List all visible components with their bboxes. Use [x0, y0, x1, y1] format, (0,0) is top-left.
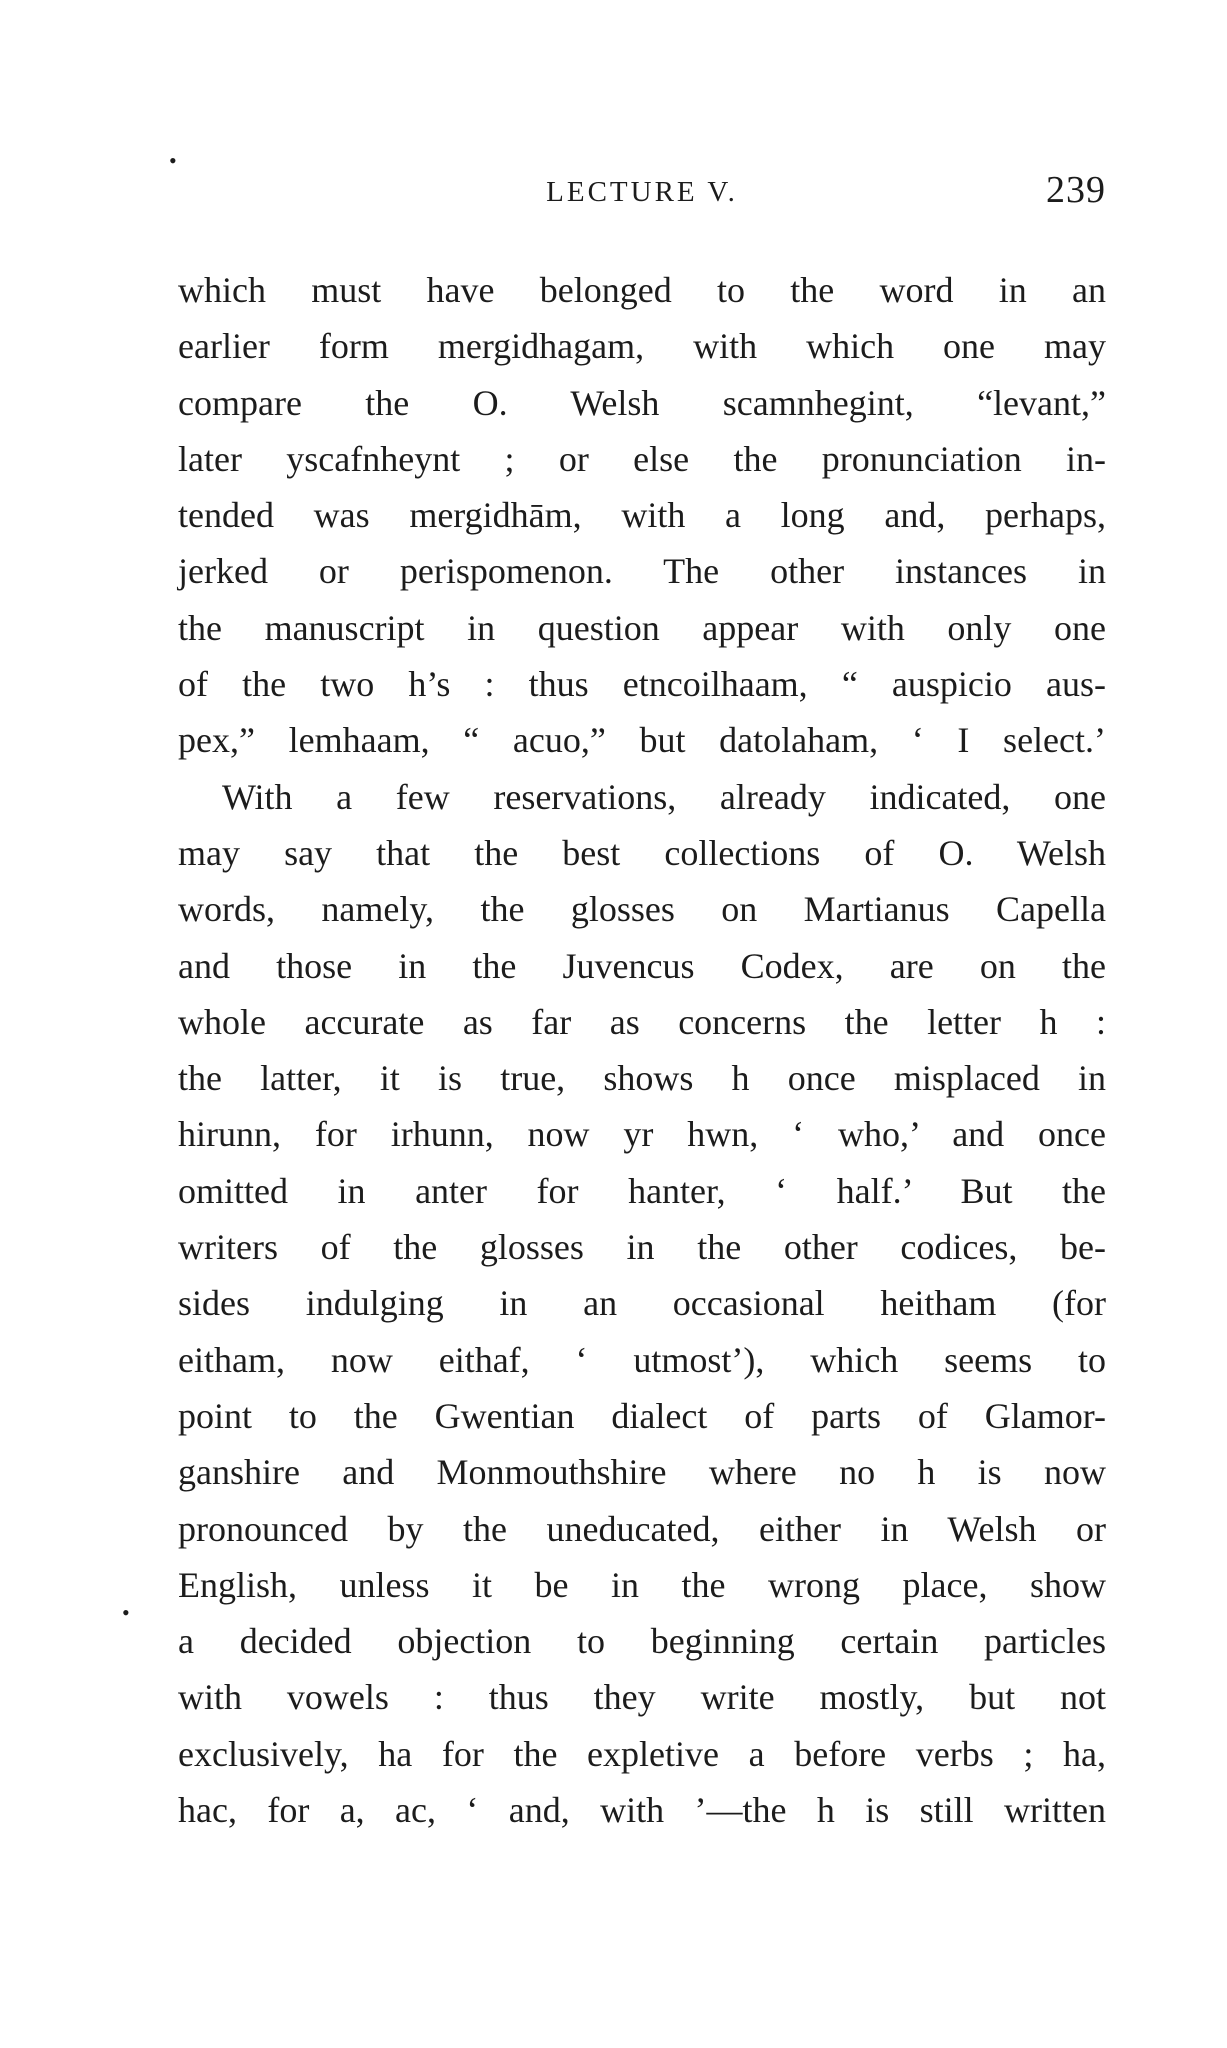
text-line: words, namely, the glosses on Martianus Capella: [178, 889, 1106, 930]
text-line: jerked or perispomenon. The other instances in: [178, 551, 1106, 592]
text-line: eitham, now eithaf, ‘ utmost’), which seems to: [178, 1339, 1106, 1380]
text-line: of the two h’s : thus etncoilhaam, “ auspicio aus-: [178, 664, 1106, 705]
text-line: writers of the glosses in the other codices, be-: [178, 1227, 1106, 1268]
text-line: which must have belonged to the word in an: [178, 270, 1106, 310]
text-line: hac, for a, ac, ‘ and, with ’—the h is still written: [178, 1790, 1106, 1831]
running-title: LECTURE V.: [546, 176, 738, 208]
text-line: whole accurate as far as concerns the letter h :: [178, 1001, 1106, 1042]
paragraph-start-line: With a few reservations, already indicated, one: [222, 776, 1106, 817]
text-line: a decided objection to beginning certain particles: [178, 1621, 1106, 1662]
stray-ink-mark-top: •: [169, 148, 177, 173]
text-line: compare the O. Welsh scamnhegint, “levant,”: [178, 382, 1106, 423]
text-line: omitted in anter for hanter, ‘ half.’ But the: [178, 1170, 1106, 1211]
text-line: later yscafnheynt ; or else the pronunciation in-: [178, 438, 1106, 479]
text-line: pronounced by the uneducated, either in Welsh or: [178, 1508, 1106, 1549]
text-line: point to the Gwentian dialect of parts of Glamor-: [178, 1395, 1106, 1436]
text-line: hirunn, for irhunn, now yr hwn, ‘ who,’ and once: [178, 1114, 1106, 1155]
text-line: English, unless it be in the wrong place, show: [178, 1564, 1106, 1605]
page-number: 239: [1046, 169, 1106, 211]
text-line: pex,” lemhaam, “ acuo,” but datolaham, ‘ I select.’: [178, 720, 1106, 761]
text-line: may say that the best collections of O. Welsh: [178, 832, 1106, 873]
text-line: ganshire and Monmouthshire where no h is now: [178, 1452, 1106, 1493]
text-line: exclusively, ha for the expletive a before verbs ; ha,: [178, 1733, 1106, 1774]
text-line: sides indulging in an occasional heitham (for: [178, 1283, 1106, 1324]
text-line: and those in the Juvencus Codex, are on the: [178, 945, 1106, 986]
text-line: tended was mergidhām, with a long and, perhaps,: [178, 495, 1106, 536]
text-line: the latter, it is true, shows h once misplaced in: [178, 1058, 1106, 1099]
stray-ink-mark-margin: •: [122, 1600, 130, 1625]
text-line: with vowels : thus they write mostly, but not: [178, 1677, 1106, 1718]
running-head: [178, 168, 1106, 218]
text-line: earlier form mergidhagam, with which one may: [178, 326, 1106, 367]
text-line: the manuscript in question appear with only one: [178, 607, 1106, 648]
body-text: [178, 262, 1106, 1838]
